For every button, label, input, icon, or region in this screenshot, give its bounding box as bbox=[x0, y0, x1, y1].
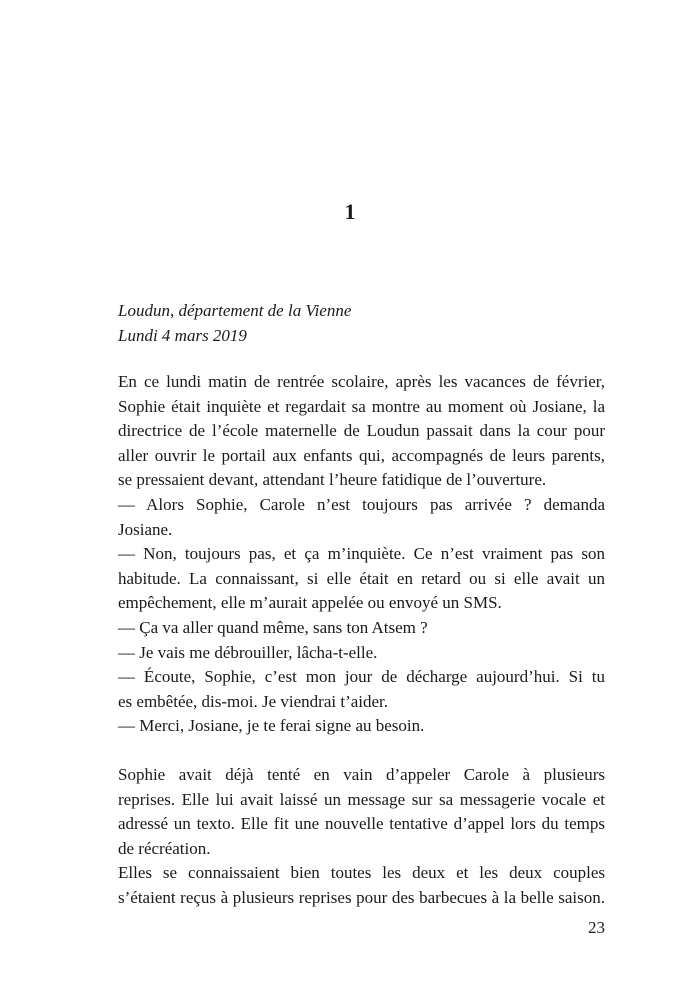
text-line: — Non, toujours pas, et ça m’inquiète. Ce n’est vraiment pas son bbox=[118, 544, 605, 564]
text-line: En ce lundi matin de rentrée scolaire, après les vacances de février, bbox=[118, 372, 605, 391]
text-line: Elles se connaissaient bien toutes les deux et les deux couples bbox=[118, 863, 605, 883]
text-line: Josiane. bbox=[118, 519, 173, 539]
text-line: es embêtée, dis-moi. Je viendrai t’aider. bbox=[118, 691, 389, 711]
dateline-place: Loudun, département de la Vienne bbox=[118, 301, 352, 320]
text-line: Sophie était inquiète et regardait sa montre au moment où Josiane, la bbox=[118, 396, 605, 416]
text-line: adressé un texto. Elle fit une nouvelle tentative d’appel lors du temps bbox=[118, 814, 605, 834]
text-line: de récréation. bbox=[118, 838, 211, 858]
text-line: habitude. La connaissant, si elle était en retard ou si elle avait un bbox=[118, 568, 605, 588]
text-line: — Merci, Josiane, je te ferai signe au besoin. bbox=[118, 716, 425, 736]
dateline bbox=[118, 298, 608, 348]
paragraph-5 bbox=[118, 641, 605, 666]
text-line: reprises. Elle lui avait laissé un message sur sa messagerie vocale et bbox=[118, 789, 605, 809]
chapter-number: 1 bbox=[344, 199, 356, 224]
page-number: 23 bbox=[588, 918, 605, 937]
paragraph-8 bbox=[118, 763, 605, 861]
text-line: empêchement, elle m’aurait appelée ou envoyé un SMS. bbox=[118, 593, 502, 613]
paragraph-2 bbox=[118, 493, 605, 542]
section-gap bbox=[118, 739, 605, 763]
paragraph-6 bbox=[118, 665, 605, 714]
text-line: directrice de l’école maternelle de Loudun passait dans la cour pour bbox=[118, 421, 605, 441]
chapter-body bbox=[118, 370, 605, 910]
text-line: — Je vais me débrouiller, lâcha-t-elle. bbox=[118, 642, 378, 662]
paragraph-4 bbox=[118, 616, 605, 641]
text-line: — Ça va aller quand même, sans ton Atsem ? bbox=[118, 617, 428, 637]
dateline-date: Lundi 4 mars 2019 bbox=[118, 326, 247, 345]
paragraph-7 bbox=[118, 714, 605, 739]
text-line: aller ouvrir le portail aux enfants qui, accompagnés de leurs parents, bbox=[118, 445, 605, 465]
text-line: s’étaient reçus à plusieurs reprises pour des barbecues à la belle saison. bbox=[118, 887, 605, 907]
paragraph-3 bbox=[118, 542, 605, 616]
paragraph-9 bbox=[118, 861, 605, 910]
paragraph-1 bbox=[118, 370, 605, 493]
text-line: — Écoute, Sophie, c’est mon jour de décharge aujourd’hui. Si tu bbox=[118, 667, 605, 687]
text-line: se pressaient devant, attendant l’heure fatidique de l’ouverture. bbox=[118, 470, 547, 490]
text-line: — Alors Sophie, Carole n’est toujours pas arrivée ? demanda bbox=[118, 494, 605, 514]
text-line: Sophie avait déjà tenté en vain d’appeler Carole à plusieurs bbox=[118, 764, 605, 784]
